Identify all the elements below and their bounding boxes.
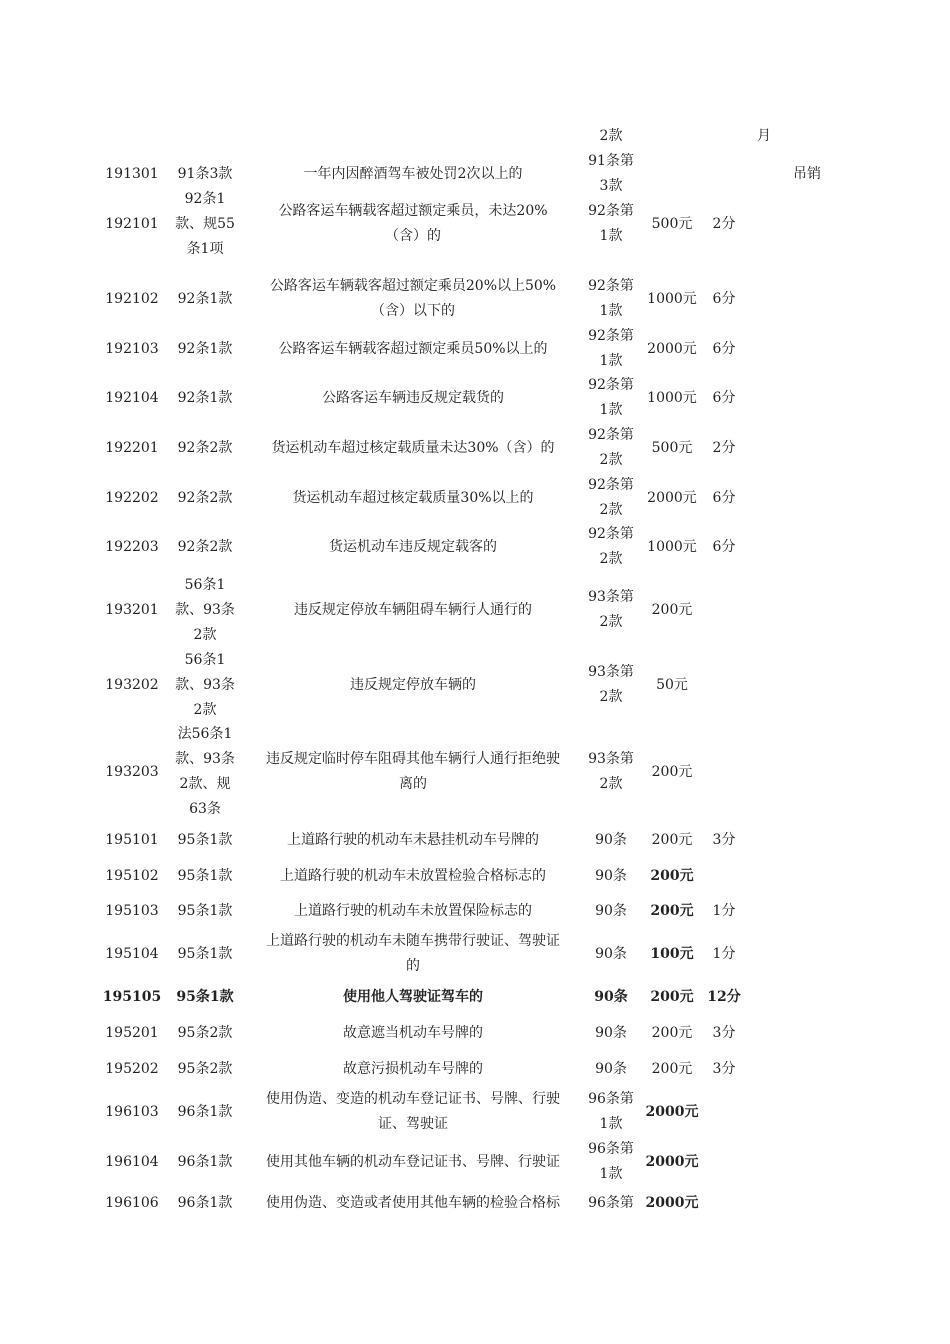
- row-regulation: 96条第 1款: [588, 1091, 634, 1132]
- row-law-article: 92条1款: [177, 389, 233, 406]
- row-fine: 1000元: [647, 538, 697, 555]
- row-description: 使用他人驾驶证驾车的: [343, 988, 483, 1005]
- row-points: 6分: [712, 340, 736, 357]
- row-points: 6分: [712, 290, 736, 307]
- row-fine: 1000元: [647, 389, 697, 406]
- row-law-article: 92条2款: [177, 538, 233, 555]
- row-law-article: 95条2款: [177, 1060, 233, 1077]
- row-law-article: 91条3款: [177, 165, 233, 182]
- reg-fragment-top: 2款: [599, 128, 623, 144]
- row-description: 故意遮当机动车号牌的: [343, 1024, 483, 1041]
- row-code: 195101: [105, 831, 159, 848]
- row-code: 196106: [105, 1194, 159, 1211]
- row-regulation: 92条第 1款: [588, 203, 634, 244]
- row-code: 193202: [105, 676, 159, 693]
- row-fine: 500元: [651, 439, 693, 456]
- row-code: 195102: [105, 867, 159, 884]
- row-regulation: 90条: [595, 831, 627, 848]
- row-regulation: 90条: [595, 902, 627, 919]
- row-description: 公路客运车辆载客超过额定乘员50%以上的: [278, 340, 548, 357]
- row-regulation: 92条第 1款: [588, 278, 634, 319]
- row-code: 192104: [105, 389, 159, 406]
- row-fine: 200元: [650, 988, 694, 1005]
- row-law-article: 95条2款: [177, 1024, 233, 1041]
- row-regulation: 91条第 3款: [588, 153, 634, 194]
- row-fine: 200元: [650, 867, 694, 884]
- row-description: 公路客运车辆载客超过额定乘员，未达20% （含）的: [278, 203, 548, 244]
- row-points: 3分: [712, 1024, 736, 1041]
- row-description: 货运机动车超过核定载质量未达30%（含）的: [271, 439, 555, 456]
- row-points: 6分: [712, 389, 736, 406]
- row-points: 3分: [712, 1060, 736, 1077]
- row-regulation: 96条第: [588, 1194, 634, 1211]
- row-code: 192102: [105, 290, 159, 307]
- row-description: 货运机动车超过核定载质量30%以上的: [292, 489, 534, 506]
- row-regulation: 93条第 2款: [588, 751, 634, 792]
- row-code: 195201: [105, 1024, 159, 1041]
- row-description: 货运机动车违反规定载客的: [329, 538, 497, 555]
- row-points: 3分: [712, 831, 736, 848]
- row-fine: 2000元: [645, 1194, 699, 1211]
- row-fine: 2000元: [647, 489, 697, 506]
- row-fine: 100元: [650, 945, 694, 962]
- row-regulation: 92条第 2款: [588, 477, 634, 518]
- row-fine: 2000元: [645, 1153, 699, 1170]
- row-description: 违反规定停放车辆的: [350, 676, 476, 693]
- row-description: 上道路行驶的机动车未放置保险标志的: [294, 902, 532, 919]
- row-code: 195202: [105, 1060, 159, 1077]
- row-regulation: 90条: [595, 945, 627, 962]
- row-fine: 200元: [651, 1024, 693, 1041]
- row-description: 使用伪造、变造或者使用其他车辆的检验合格标: [266, 1194, 560, 1211]
- extra-fragment-top: 月: [757, 128, 771, 144]
- row-code: 193201: [105, 601, 159, 618]
- row-description: 上道路行驶的机动车未悬挂机动车号牌的: [287, 831, 539, 848]
- row-law-article: 92条1款: [177, 340, 233, 357]
- row-points: 1分: [712, 902, 736, 919]
- row-code: 192103: [105, 340, 159, 357]
- row-fine: 200元: [651, 831, 693, 848]
- row-fine: 200元: [650, 902, 694, 919]
- row-fine: 200元: [651, 763, 693, 780]
- row-law-article: 96条1款: [177, 1103, 233, 1120]
- row-description: 公路客运车辆违反规定载货的: [322, 389, 504, 406]
- row-code: 193203: [105, 763, 159, 780]
- row-code: 195105: [102, 988, 162, 1005]
- row-law-article: 95条1款: [176, 988, 234, 1005]
- row-code: 192203: [105, 538, 159, 555]
- row-code: 192201: [105, 439, 159, 456]
- row-regulation: 90条: [595, 1024, 627, 1041]
- row-fine: 1000元: [647, 290, 697, 307]
- row-regulation: 92条第 2款: [588, 526, 634, 567]
- row-law-article: 92条1款: [177, 290, 233, 307]
- row-description: 违反规定临时停车阻碍其他车辆行人通行拒绝驶 离的: [266, 751, 560, 792]
- row-points: 1分: [712, 945, 736, 962]
- row-fine: 200元: [651, 601, 693, 618]
- row-law-article: 96条1款: [177, 1194, 233, 1211]
- row-code: 191301: [105, 165, 159, 182]
- row-fine: 500元: [651, 215, 693, 232]
- row-law-article: 95条1款: [177, 831, 233, 848]
- row-points: 2分: [712, 215, 736, 232]
- row-fine: 50元: [656, 676, 688, 693]
- row-law-article: 95条1款: [177, 867, 233, 884]
- row-regulation: 96条第 1款: [588, 1141, 634, 1182]
- row-code: 196103: [105, 1103, 159, 1120]
- row-extra-penalty: 吊销: [793, 165, 821, 182]
- row-law-article: 92条2款: [177, 439, 233, 456]
- row-law-article: 95条1款: [177, 945, 233, 962]
- row-regulation: 90条: [595, 1060, 627, 1077]
- row-description: 一年内因醉酒驾车被处罚2次以上的: [303, 165, 523, 182]
- row-regulation: 92条第 1款: [588, 377, 634, 418]
- row-description: 使用其他车辆的机动车登记证书、号牌、行驶证: [266, 1153, 560, 1170]
- row-code: 195104: [105, 945, 159, 962]
- row-code: 196104: [105, 1153, 159, 1170]
- row-code: 192202: [105, 489, 159, 506]
- row-description: 上道路行驶的机动车未随车携带行驶证、驾驶证 的: [266, 933, 560, 974]
- row-law-article: 56条1 款、93条 2款: [175, 651, 235, 718]
- row-regulation: 92条第 2款: [588, 427, 634, 468]
- row-law-article: 95条1款: [177, 902, 233, 919]
- row-fine: 200元: [651, 1060, 693, 1077]
- row-law-article: 92条2款: [177, 489, 233, 506]
- row-description: 使用伪造、变造的机动车登记证书、号牌、行驶 证、驾驶证: [266, 1091, 560, 1132]
- row-regulation: 92条第 1款: [588, 328, 634, 369]
- row-law-article: 法56条1 款、93条 2款、规 63条: [175, 726, 235, 817]
- row-regulation: 90条: [594, 988, 628, 1005]
- row-law-article: 92条1 款、规55 条1项: [175, 190, 235, 257]
- row-law-article: 96条1款: [177, 1153, 233, 1170]
- row-fine: 2000元: [647, 340, 697, 357]
- row-points: 2分: [712, 439, 736, 456]
- row-code: 195103: [105, 902, 159, 919]
- row-regulation: 93条第 2款: [588, 589, 634, 630]
- row-description: 公路客运车辆载客超过额定乘员20%以上50% （含）以下的: [269, 278, 557, 319]
- row-points: 6分: [712, 538, 736, 555]
- row-fine: 2000元: [645, 1103, 699, 1120]
- row-law-article: 56条1 款、93条 2款: [175, 576, 235, 643]
- row-description: 违反规定停放车辆阻碍车辆行人通行的: [294, 601, 532, 618]
- row-regulation: 93条第 2款: [588, 664, 634, 705]
- row-code: 192101: [105, 215, 159, 232]
- row-description: 故意污损机动车号牌的: [343, 1060, 483, 1077]
- row-points: 6分: [712, 489, 736, 506]
- row-regulation: 90条: [595, 867, 627, 884]
- row-points: 12分: [707, 988, 741, 1005]
- row-description: 上道路行驶的机动车未放置检验合格标志的: [280, 867, 546, 884]
